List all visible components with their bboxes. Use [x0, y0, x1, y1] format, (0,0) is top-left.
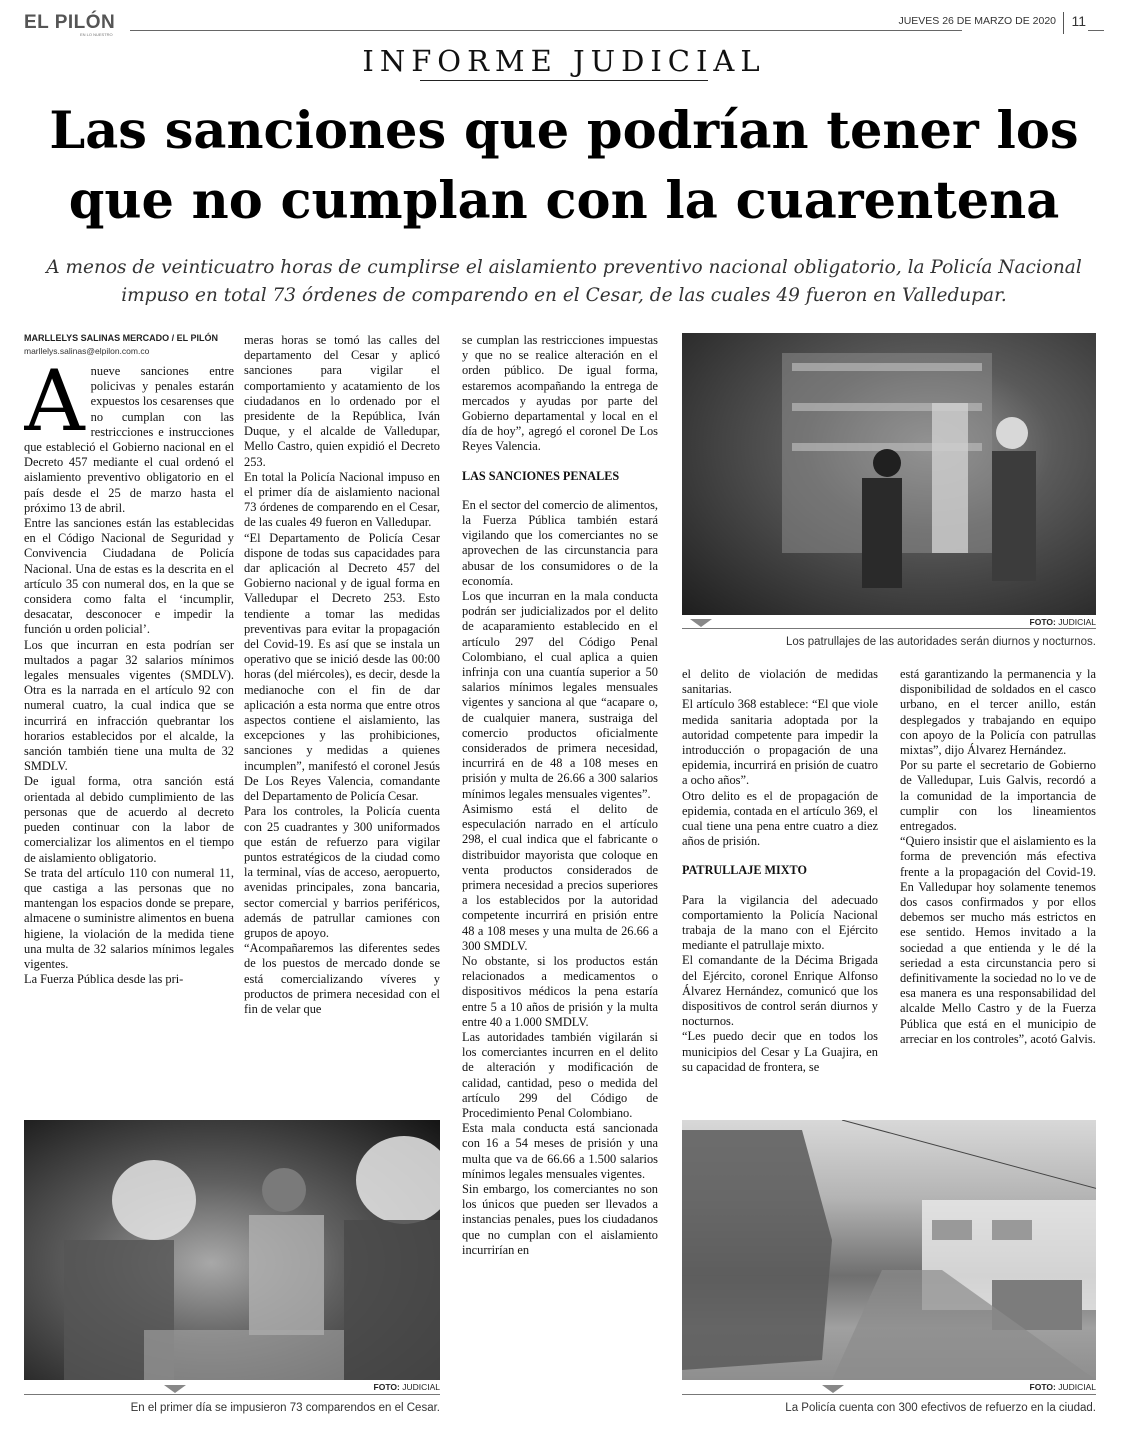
photo-credit-source: JUDICIAL [1058, 617, 1096, 627]
photo-police-illustration [24, 1120, 440, 1380]
subheadline: A menos de veinticuatro horas de cumplirse el aislamiento preventivo nacional obligatorio, la Policía Nacional impuso en total 73 órdenes de comparendo en el Cesar, de las cuales 49 fueron en Valledupar. [46, 257, 1082, 306]
paragraph: El artículo 368 establece: “El que viole medida sanitaria adoptada por la autoridad competente para impedir la introducción o propagación de una epidemia, incurrirá en prisión de cuatro a ocho años”. [682, 697, 878, 788]
photo-police-checkpoint [24, 1120, 440, 1380]
paragraph: En total la Policía Nacional impuso en el primer día de aislamiento nacional 73 órdenes de comparendo en el Cesar, de las cuales 49 fueron en Valledupar. [244, 469, 440, 530]
section-rule [420, 80, 708, 81]
brand-tagline: EN LO NUESTRO [80, 32, 113, 37]
paragraph: En el sector del comercio de alimentos, la Fuerza Pública también estará vigilando que los comerciantes no se aprovechen de las circunstancia para abusar de los consumidores o de la economía. [462, 497, 658, 588]
issue-date: JUEVES 26 DE MARZO DE 2020 [898, 15, 1056, 27]
photo-credit-label: FOTO: [1029, 1382, 1056, 1392]
paragraph: Para la vigilancia del adecuado comportamiento la Policía Nacional trabaja de la mano con el Ejército mediante el patrullaje mixto. [682, 892, 878, 953]
article-column-3 [462, 333, 658, 1443]
caption-rule [682, 628, 1096, 629]
masthead [24, 12, 1104, 38]
paragraph: está garantizando la permanencia y la disponibilidad de soldados en el casco urbano, en el tercer anillo, están desplegados y trabajando en equipo con apoyo de la Policía con patrullas mixtas”, dijo Álvarez Hernández. [900, 667, 1096, 758]
author-email: marllelys.salinas@elpilon.com.co [24, 346, 150, 356]
subhead-patrullaje-mixto: PATRULLAJE MIXTO [682, 863, 807, 878]
photo-caption: Los patrullajes de las autoridades serán diurnos y nocturnos. [785, 636, 1096, 648]
masthead-rule [130, 30, 962, 31]
paragraph: meras horas se tomó las calles del departamento del Cesar y aplicó sanciones para vigilar el comportamiento y acatamiento de los ciudadanos en lo ordenado por el presidente de la República, Iván Duque, y el alcalde de Valledupar, Mello Castro, quien expidió el Decreto 253. [244, 333, 440, 469]
article-column-2 [244, 333, 440, 1116]
paragraph: Las autoridades también vigilarán si los comerciantes incurren en el delito de alteración y modificación de calidad, cantidad, peso o medida del artículo 299 del Código de Procedimiento Penal Colombiano. [462, 1029, 658, 1120]
paragraph: Entre las sanciones están las establecidas en el Código Nacional de Seguridad y Convivencia Ciudadana de Policía Nacional. Una de estas es la descrita en el artículo 35 con numeral dos, en la que se considera como falta el ‘incumplir, desacatar, desconocer e impedir la función u orden policial’. [24, 516, 234, 637]
paragraph: “Les puedo decir que en todos los municipios del Cesar y La Guajira, en su capacidad de frontera, se [682, 1029, 878, 1074]
paragraph: Otro delito es el de propagación de epidemia, contada en el artículo 369, el cual tiene una pena entre cuatro a diez años de prisión. [682, 788, 878, 849]
photo-credit-label: FOTO: [1029, 617, 1056, 627]
paragraph: Asimismo está el delito de especulación narrado en el artículo 298, el cual indica que el fabricante o distribuidor mayorista que coloque en venta productos considerados de primera necesidad a precios superiores a los establecidos por la autoridad competente incurrirá en prisión entre 48 a 108 meses y una multa de 26.66 a 300 SMDLV. [462, 801, 658, 953]
paragraph: De igual forma, otra sanción está orientada al debido cumplimiento de las personas que de acuerdo al decreto pueden continuar con la labor de comercializar los alimentos en el tiempo de aislamiento obligatorio. [24, 774, 234, 865]
photo-credit-label: FOTO: [373, 1382, 400, 1392]
paragraph: Para los controles, la Policía cuenta con 25 cuadrantes y 300 uniformados que están de refuerzo para vigilar puntos estratégicos de la ciudad como la terminal, vías de acceso, aeropuerto, avenidas principales, zona bancaria, sector comercial y barrios periféricos, además de patrullar camiones con grupos de apoyo. [244, 804, 440, 940]
article-column-4 [682, 667, 878, 1117]
caption-rule [682, 1394, 1096, 1395]
section-label: INFORME JUDICIAL [362, 44, 766, 78]
paragraph: Sin embargo, los comerciantes no son los únicos que pueden ser llevados a instancias penales, pues los ciudadanos que no cumplan con el aislamiento incurrirían en [462, 1181, 658, 1257]
photo-caption: La Policía cuenta con 300 efectivos de refuerzo en la ciudad. [785, 1402, 1096, 1414]
photo-credit [24, 1382, 440, 1392]
caption-arrow-icon [690, 619, 712, 627]
headline: Las sanciones que podrían tener los que no cumplan con la cuarentena [49, 101, 1079, 231]
photo-truck-illustration [682, 333, 1096, 615]
article-column-1 [24, 364, 234, 1116]
article-column-5 [900, 667, 1096, 1117]
paragraph: Los que incurran en la mala conducta podrán ser judicializados por el delito de acaparamiento establecido en el artículo 297 del Código Penal Colombiano, el cual aplica a quien infrinja con una cuantía superior a 50 salarios mínimos legales mensuales vigentes y sanciona al que “acapare o, de cualquier manera, sustraiga del comercio productos oficialmente considerados de primera necesidad, incurrirá en de 48 a 108 meses en prisión y multa de 26.66 a 300 salarios mínimos legales mensuales vigentes”. [462, 589, 658, 801]
masthead-separator [1063, 12, 1064, 34]
photo-caption: En el primer día se impusieron 73 comparendos en el Cesar. [130, 1402, 440, 1414]
photo-credit [682, 1382, 1096, 1392]
page-number: 11 [1071, 13, 1086, 29]
brand-logo: EL PILÓN [24, 12, 116, 33]
drop-cap: A [24, 364, 85, 450]
photo-patrol-truck [682, 333, 1096, 615]
paragraph: el delito de violación de medidas sanitarias. [682, 667, 878, 697]
paragraph: Esta mala conducta está sancionada con 16 a 54 meses de prisión y una multa que va de 66.66 a 1.500 salarios mínimos legales mensuales vigentes. [462, 1121, 658, 1181]
photo-credit-source: JUDICIAL [402, 1382, 440, 1392]
caption-rule [24, 1394, 440, 1395]
paragraph: La Fuerza Pública desde las pri- [24, 972, 184, 987]
paragraph: No obstante, si los productos están relacionados a medicamentos o dispositivos médicos la pena estaría entre 5 a 10 años de prisión y la multa entre 40 a 1.000 SMDLV. [462, 953, 658, 1029]
paragraph: “Quiero insistir que el aislamiento es la forma de prevención más efectiva frente a la propagación del Covid-19. En Valledupar hoy solamente tenemos dos casos confirmados y por ellos debemos ser mucho más estrictos en ese sentido. Hemos invitado a la sociedad a que entienda y le dé la seriedad a esta circunstancia pero si definitivamente la sociedad no lo ve de esa manera es una responsabilidad del alcalde Mello Castro y de la Fuerza Pública que está en el municipio de arreciar en los controles”, acotó Galvis. [900, 834, 1096, 1046]
paragraph: El comandante de la Décima Brigada del Ejército, coronel Enrique Alfonso Álvarez Hernández, comunicó que los dispositivos de control serán diurnos y nocturnos. [682, 953, 878, 1029]
paragraph: “Acompañaremos las diferentes sedes de los puestos de mercado donde se está comercializando víveres y productos de primera necesidad con el fin de velar que [244, 941, 440, 1016]
photo-street-illustration [682, 1120, 1096, 1380]
author-byline: MARLLELYS SALINAS MERCADO / EL PILÓN [24, 333, 219, 343]
caption-arrow-icon [164, 1385, 186, 1393]
paragraph: nueve sanciones entre policivas y penales estarán expuestos los cesarenses que no cumplan con las restricciones e instrucciones que estableció el Gobierno nacional en el Decreto 457 mediante el cual ordenó el aislamiento preventivo obligatorio en el país desde el 25 de marzo hasta el próximo 13 de abril. [24, 364, 234, 515]
photo-army-truck-street [682, 1120, 1096, 1380]
photo-credit-source: JUDICIAL [1058, 1382, 1096, 1392]
photo-credit [682, 617, 1096, 627]
paragraph: se cumplan las restricciones impuestas y que no se realice alteración en el orden público. De igual forma, estaremos acompañando la entrega de mercados y ayudas por parte del Gobierno departamental y local en el día de hoy”, agregó el coronel De Los Reyes Valencia. [462, 333, 658, 454]
paragraph: Los que incurran en esta podrían ser multados a pagar 32 salarios mínimos legales mensuales vigentes (SMDLV). Otra es la narrada en el artículo 92 con numeral cuatro, la cual indica que se incurrirá en infracción quebrantar los horarios establecidos por el alcalde, la sanción también tiene una multa de 32 SMDLV. [24, 637, 234, 774]
paragraph: Por su parte el secretario de Gobierno de Valledupar, Luis Galvis, recordó a la comunidad de la importancia de cumplir con los lineamientos entregados. [900, 758, 1096, 834]
paragraph: Se trata del artículo 110 con numeral 11, que castiga a las personas que no mantengan los espacios donde se prepare, almacene o suministre alimentos en buena higiene, la violación de la medida tiene una multa de 32 salarios mínimos legales vigentes. [24, 865, 234, 971]
subhead-sanciones-penales: LAS SANCIONES PENALES [462, 468, 620, 483]
paragraph: “El Departamento de Policía Cesar dispone de todas sus capacidades para dar aplicación al Decreto 457 del Gobierno nacional y de igual forma en Valledupar el Decreto 253. Esto tendiente a tomar las medidas preventivas para evitar la propagación del Covid-19. Es así que se instala un operativo que se inició desde las 00:00 horas (del miércoles), es decir, desde la medianoche con el fin de dar aplicación a esta norma que entre otros aspectos contiene el aislamiento, las excepciones y las prohibiciones, sanciones y medidas a quienes incumplen”, manifestó el coronel Jesús De Los Reyes Valencia, comandante del Departamento de Policía Cesar. [244, 530, 440, 804]
caption-arrow-icon [822, 1385, 844, 1393]
page-number-rule [1088, 30, 1104, 31]
